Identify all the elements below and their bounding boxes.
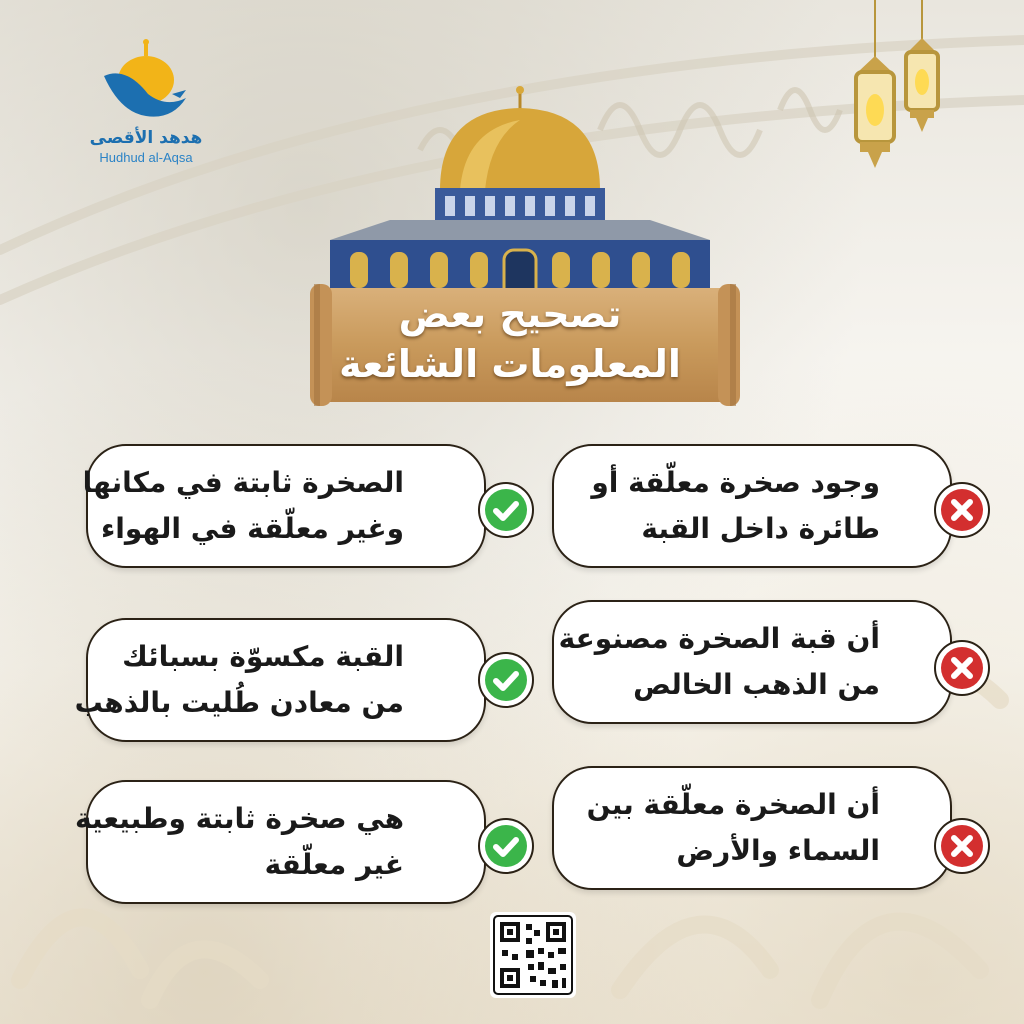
x-icon	[934, 818, 990, 874]
myth-text: أن قبة الصخرة مصنوعة من الذهب الخالص	[558, 622, 880, 701]
qr-code-icon	[490, 912, 576, 998]
hoopoe-dome-icon	[86, 36, 206, 128]
check-icon	[478, 482, 534, 538]
page-title-line1: تصحيح بعض	[398, 292, 622, 336]
page-title	[330, 290, 690, 402]
myth-card-2	[552, 600, 952, 724]
x-icon	[934, 482, 990, 538]
brand-name-english: Hudhud al-Aqsa	[99, 150, 193, 165]
fact-text: الصخرة ثابتة في مكانها وغير معلّقة في الهواء	[82, 466, 404, 545]
fact-card-2	[74, 618, 486, 742]
fact-text: القبة مكسوّة بسبائك من معادن طُليت بالذهب	[74, 640, 404, 719]
page-title-line2: المعلومات الشائعة	[339, 342, 681, 386]
dome-of-the-rock-image	[330, 80, 710, 300]
brand-name-arabic: هدهد الأقصى	[89, 128, 203, 148]
myth-card-1	[552, 444, 952, 568]
ramadan-lanterns-icon	[840, 0, 950, 180]
myth-card-3	[552, 766, 952, 890]
myth-text: أن الصخرة معلّقة بين السماء والأرض	[586, 788, 880, 867]
check-icon	[478, 818, 534, 874]
myth-text: وجود صخرة معلّقة أو طائرة داخل القبة	[591, 466, 880, 545]
fact-text: هي صخرة ثابتة وطبيعية غير معلّقة	[75, 802, 404, 881]
brand-logo	[86, 36, 206, 176]
qr-code[interactable]	[490, 912, 576, 998]
fact-card-3	[75, 780, 486, 904]
check-icon	[478, 652, 534, 708]
x-icon	[934, 640, 990, 696]
fact-card-1	[82, 444, 486, 568]
